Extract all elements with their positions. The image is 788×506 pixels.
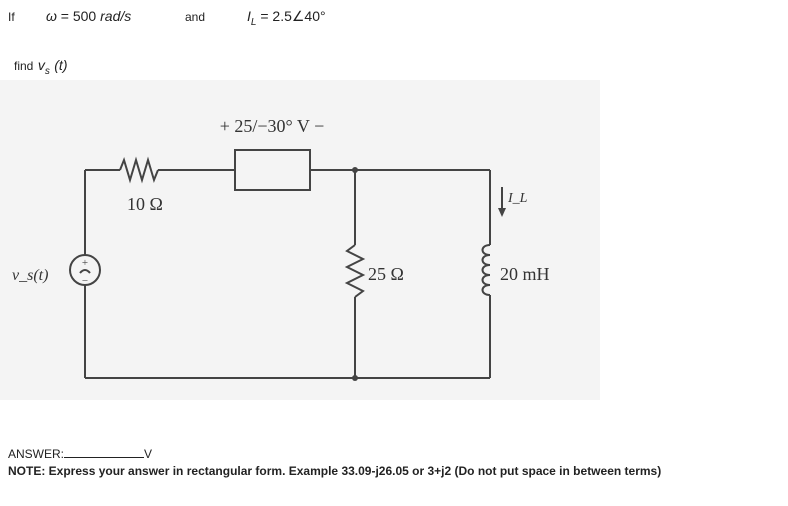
- if-label: If: [8, 10, 15, 24]
- find-expression: [14, 57, 67, 77]
- answer-prefix: ANSWER:: [8, 447, 65, 461]
- source-plus: +: [81, 257, 89, 269]
- target-subscript: s: [44, 66, 50, 78]
- inductor-label: 20 mH: [500, 264, 550, 284]
- source-minus: −: [81, 275, 89, 287]
- source-label: v_s(t): [12, 267, 49, 284]
- resistor-10-label: 10 Ω: [127, 194, 163, 214]
- and-label: and: [185, 10, 206, 24]
- voltage-box-label: + 25/−30° V −: [219, 116, 325, 136]
- node-bottom: [352, 375, 358, 381]
- target-argument: (t): [54, 57, 68, 73]
- node-top: [352, 167, 358, 173]
- current-arrow-label: I_L: [508, 191, 528, 206]
- note-text: NOTE: Express your answer in rectangular form. Example 33.09-j26.05 or 3+j2 (Do not put space in between terms): [8, 464, 662, 478]
- resistor-25-label: 25 Ω: [368, 264, 404, 284]
- answer-line: [8, 447, 152, 461]
- omega-value: = 500: [60, 8, 97, 24]
- current-value: = 2.5∠40°: [260, 8, 326, 24]
- find-label: find: [14, 59, 34, 73]
- target-symbol: v: [37, 57, 45, 73]
- current-symbol: I: [247, 8, 251, 24]
- omega-unit: rad/s: [100, 8, 132, 24]
- answer-unit: V: [144, 447, 153, 461]
- omega-expression: [46, 8, 131, 24]
- answer-blank[interactable]: [64, 447, 144, 458]
- current-subscript: L: [250, 16, 257, 28]
- current-expression: [247, 8, 326, 28]
- circuit-diagram: [0, 80, 600, 400]
- omega-symbol: ω: [46, 8, 57, 24]
